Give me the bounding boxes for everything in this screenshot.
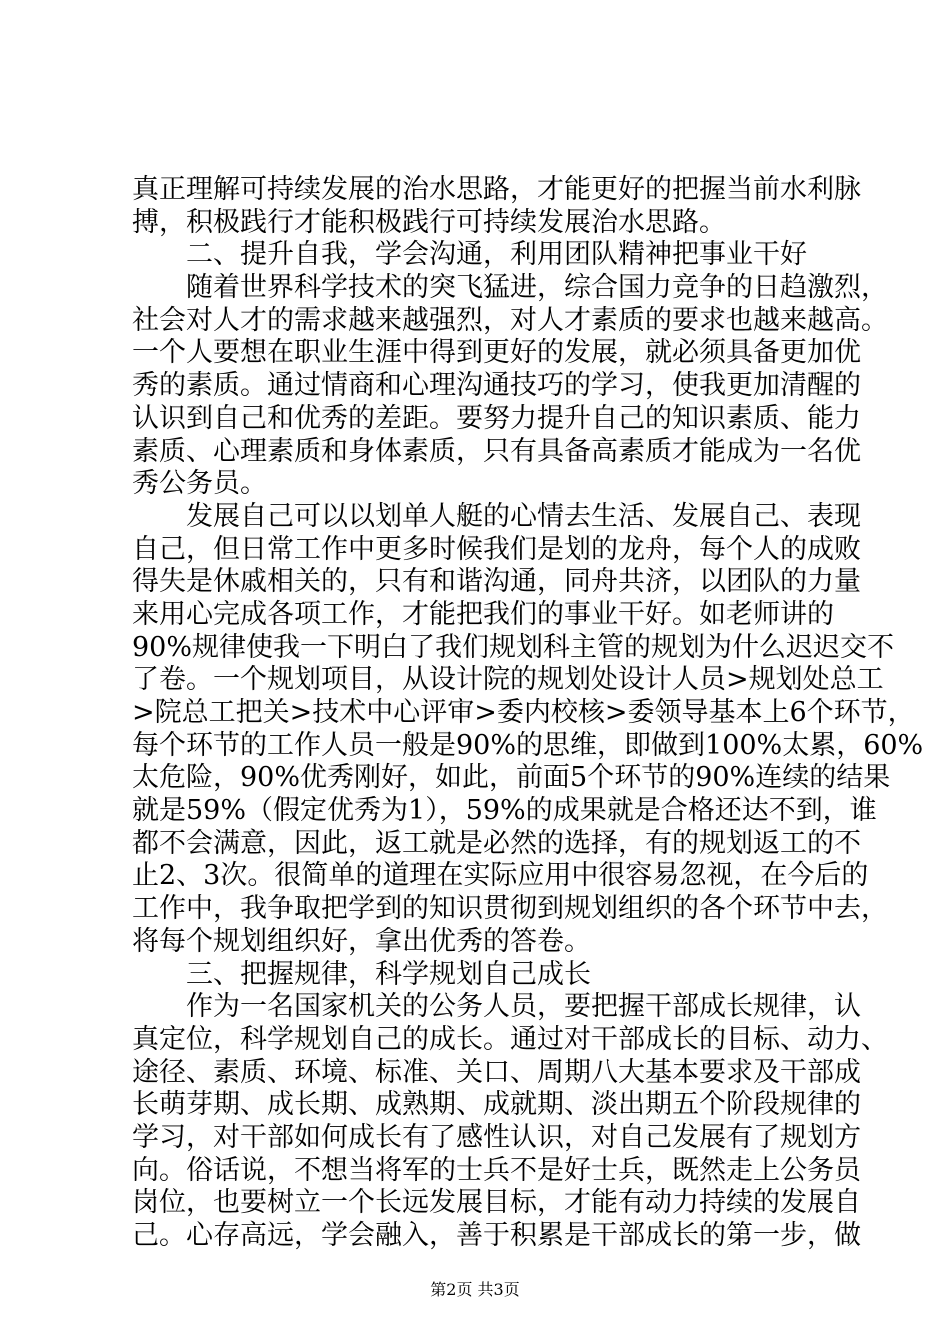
text-line: 止2、3次。很简单的道理在实际应用中很容易忽视，在今后的 (132, 860, 869, 892)
paragraph-first-line: 随着世界科学技术的突飞猛进，综合国力竞争的日趋激烈， (186, 272, 888, 304)
paragraph-first-line: 发展自己可以以划单人艇的心情去生活、发展自己、表现 (186, 500, 861, 532)
text-line: 将每个规划组织好，拿出优秀的答卷。 (132, 925, 591, 957)
section-heading: 三、把握规律，科学规划自己成长 (186, 958, 591, 990)
text-line: 90%规律使我一下明白了我们规划科主管的规划为什么迟迟交不 (132, 631, 895, 663)
text-line: 学习，对干部如何成长有了感性认识，对自己发展有了规划方 (132, 1121, 861, 1153)
text-line: 认识到自己和优秀的差距。要努力提升自己的知识素质、能力 (132, 402, 861, 434)
text-line: 工作中，我争取把学到的知识贯彻到规划组织的各个环节中去， (132, 893, 888, 925)
text-line: 了卷。一个规划项目，从设计院的规划处设计人员>规划处总工 (132, 664, 884, 696)
section-heading: 二、提升自我，学会沟通，利用团队精神把事业干好 (186, 239, 807, 271)
text-line: 素质、心理素质和身体素质，只有具备高素质才能成为一名优 (132, 435, 861, 467)
text-line: 岗位，也要树立一个长远发展目标，才能有动力持续的发展自 (132, 1187, 861, 1219)
text-line: >院总工把关>技术中心评审>委内校核>委领导基本上6个环节， (132, 697, 915, 728)
text-line: 真正理解可持续发展的治水思路，才能更好的把握当前水利脉 (132, 174, 861, 205)
text-line: 每个环节的工作人员一般是90%的思维，即做到100%太累，60% (132, 729, 924, 761)
text-line: 一个人要想在职业生涯中得到更好的发展，就必须具备更加优 (132, 337, 861, 369)
text-line: 来用心完成各项工作，才能把我们的事业干好。如老师讲的 (132, 598, 834, 630)
text-line: 搏，积极践行才能积极践行可持续发展治水思路。 (132, 206, 726, 238)
text-line: 秀公务员。 (132, 468, 267, 500)
text-line: 太危险，90%优秀刚好，如此，前面5个环节的90%连续的结果 (132, 762, 891, 794)
paragraph-first-line: 作为一名国家机关的公务人员，要把握干部成长规律，认 (186, 991, 861, 1023)
text-line: 长萌芽期、成长期、成熟期、成就期、淡出期五个阶段规律的 (132, 1089, 861, 1121)
text-line: 得失是休戚相关的，只有和谐沟通，同舟共济，以团队的力量 (132, 566, 861, 598)
text-line: 自己，但日常工作中更多时候我们是划的龙舟，每个人的成败 (132, 533, 861, 565)
text-line: 秀的素质。通过情商和心理沟通技巧的学习，使我更加清醒的 (132, 370, 861, 402)
page-footer (0, 1280, 950, 1300)
text-line: 都不会满意，因此，返工就是必然的选择，有的规划返工的不 (132, 827, 861, 859)
text-line: 社会对人才的需求越来越强烈，对人才素质的要求也越来越高。 (132, 304, 888, 336)
document-body (132, 174, 924, 1253)
text-line: 真定位，科学规划自己的成长。通过对干部成长的目标、动力、 (132, 1023, 888, 1055)
page-number-label: 第2页 共3页 (430, 1280, 520, 1299)
text-line: 己。心存高远，学会融入，善于积累是干部成长的第一步，做 (132, 1220, 861, 1251)
text-line: 途径、素质、环境、标准、关口、周期八大基本要求及干部成 (132, 1056, 861, 1088)
text-line: 向。俗话说，不想当将军的士兵不是好士兵，既然走上公务员 (132, 1154, 861, 1186)
text-line: 就是59%（假定优秀为1），59%的成果就是合格还达不到，谁 (132, 795, 877, 827)
